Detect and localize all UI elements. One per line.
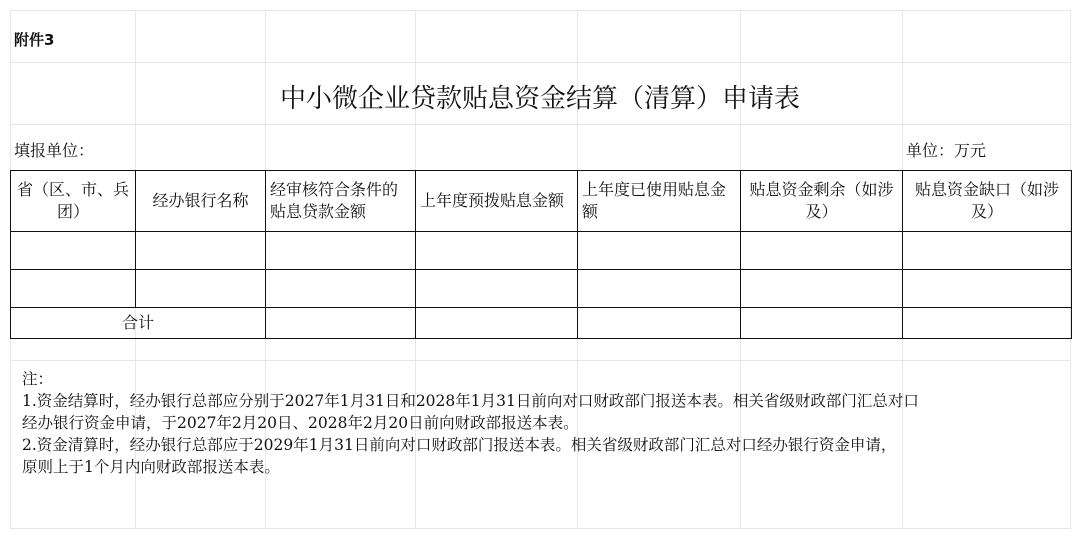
application-table — [10, 170, 1072, 339]
notes-section — [22, 368, 1062, 478]
form-title: 中小微企业贷款贴息资金结算（清算）申请表 — [279, 84, 800, 114]
notes-heading: 注： — [22, 370, 54, 388]
table-cell[interactable] — [11, 232, 136, 270]
total-cell[interactable] — [266, 308, 416, 339]
note-line: 原则上于1个月内向财政部报送本表。 — [22, 458, 280, 476]
table-cell[interactable] — [741, 270, 903, 308]
header-approved-loan-amount: 经审核符合条件的贴息贷款金额 — [266, 171, 416, 232]
table-cell[interactable] — [266, 270, 416, 308]
table-cell[interactable] — [578, 270, 741, 308]
table-cell[interactable] — [578, 232, 741, 270]
amount-unit-label: 单位：万元 — [906, 141, 987, 160]
table-cell[interactable] — [903, 270, 1072, 308]
table-cell[interactable] — [903, 232, 1072, 270]
table-cell[interactable] — [416, 270, 578, 308]
table-cell[interactable] — [11, 270, 136, 308]
header-prior-year-used: 上年度已使用贴息金额 — [578, 171, 741, 232]
note-line: 经办银行资金申请，于2027年2月20日、2028年2月20日前向财政部报送本表。 — [22, 414, 579, 432]
note-line: 1.资金结算时，经办银行总部应分别于2027年1月31日和2028年1月31日前向对口财政部门报送本表。相关省级财政部门汇总对口 — [22, 392, 919, 410]
header-prior-year-allocated: 上年度预拨贴息金额 — [416, 171, 578, 232]
table-cell[interactable] — [266, 232, 416, 270]
total-cell[interactable] — [903, 308, 1072, 339]
header-province: 省（区、市、兵团） — [11, 171, 136, 232]
header-remaining-funds: 贴息资金剩余（如涉及） — [741, 171, 903, 232]
table-cell[interactable] — [741, 232, 903, 270]
table-row — [11, 232, 1072, 270]
total-cell[interactable] — [578, 308, 741, 339]
table-cell[interactable] — [416, 232, 578, 270]
filler-unit-label: 填报单位： — [14, 141, 95, 160]
table-cell[interactable] — [136, 270, 266, 308]
note-line: 2.资金清算时，经办银行总部应于2029年1月31日前向对口财政部门报送本表。相关省级财政部门汇总对口经办银行资金申请， — [22, 436, 897, 454]
table-row — [11, 270, 1072, 308]
table-cell[interactable] — [136, 232, 266, 270]
header-bank-name: 经办银行名称 — [136, 171, 266, 232]
total-cell[interactable] — [741, 308, 903, 339]
header-funding-gap: 贴息资金缺口（如涉及） — [903, 171, 1072, 232]
total-row — [11, 308, 1072, 339]
total-label: 合计 — [11, 308, 266, 339]
table-header-row — [11, 171, 1072, 232]
total-cell[interactable] — [416, 308, 578, 339]
attachment-label: 附件3 — [14, 31, 55, 49]
